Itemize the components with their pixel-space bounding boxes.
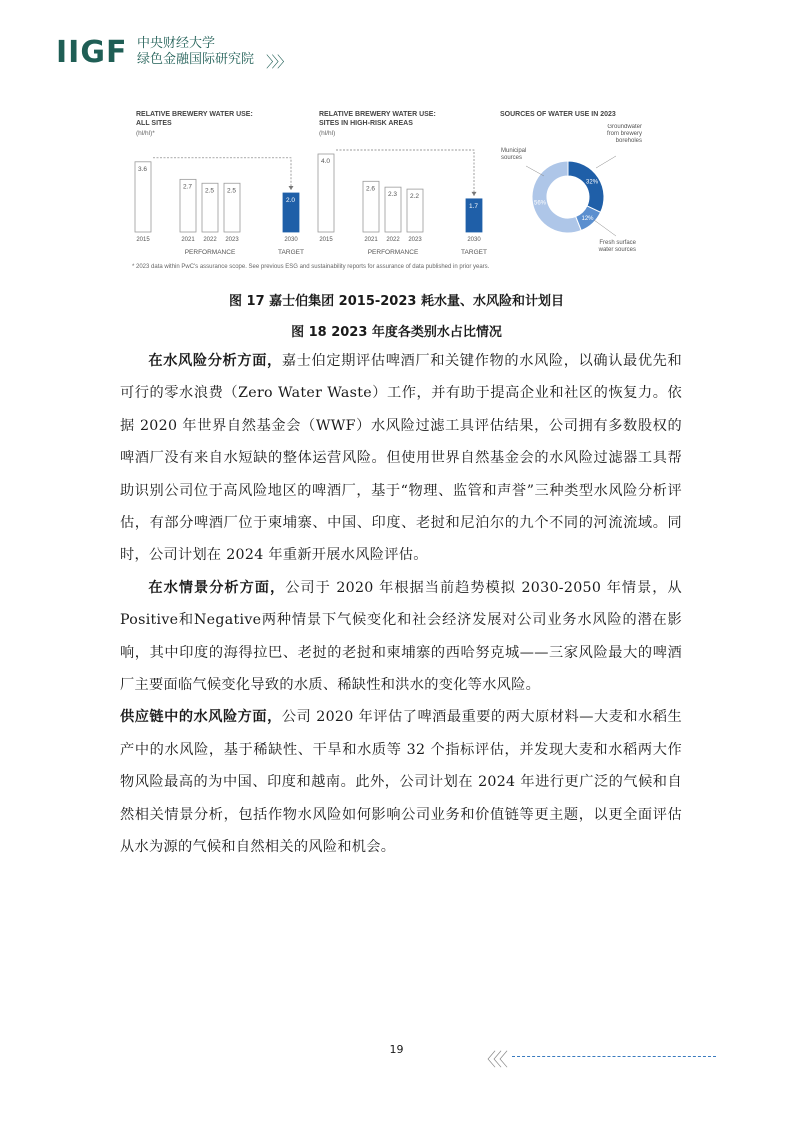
chart2-value-label-2023: 2.2 xyxy=(410,193,420,201)
chart1-title xyxy=(136,110,253,128)
chart1-value-label-2015: 3.6 xyxy=(138,165,148,173)
chart1-unit: (hl/hl)* xyxy=(136,130,155,137)
chart2-bar-2015 xyxy=(318,154,334,232)
chart2-title-line2: SITES IN HIGH-RISK AREAS xyxy=(319,120,413,127)
figure18-caption: 图 18 2023 年度各类别水占比情况 xyxy=(291,325,502,340)
chart2-value-label-2022: 2.3 xyxy=(388,191,398,199)
page-number: 19 xyxy=(389,1043,404,1056)
org-name-line1: 中央财经大学 xyxy=(137,36,216,51)
chart2-value-label-2015: 4.0 xyxy=(321,158,331,165)
figure17-caption: 图 17 嘉士伯集团 2015-2023 耗水量、水风险和计划目 xyxy=(229,294,564,309)
donut-legend-label-1-line1: Groundwater xyxy=(607,124,642,130)
water-use-figure xyxy=(132,104,644,274)
chart1-tick-label-2023: 2023 xyxy=(225,237,239,243)
chart2-unit: (hl/hl) xyxy=(319,130,336,137)
chart2-title-line1: RELATIVE BREWERY WATER USE: xyxy=(319,111,436,118)
figure-footnote: * 2023 data within PwC's assurance scope. See previous ESG and sustainability reports for assurance of data published in prior years. xyxy=(132,264,490,270)
chart2-value-label-2030: 1.7 xyxy=(469,202,479,210)
chart1-arrow-head-icon xyxy=(289,186,294,190)
chart2-group-label-performance: PERFORMANCE xyxy=(367,249,419,256)
chart3-donut-chart xyxy=(496,124,646,264)
org-name xyxy=(137,36,254,68)
chart1-group-label-target: TARGET xyxy=(278,249,304,256)
paragraph-supply-chain-text: 公司 2020 年评估了啤酒最重要的两大原材料—大麦和水稻生产中的水风险，基于稀缺性、干旱和水质等 32 个指标评估，并发现大麦和水稻两大作物风险最高的为中国、印度和越南。此外，公司计划在 2024 年进行更广泛的气候和自然相关情景分析，包括作物水风险如何影响公司业务和价值链等更主题，以更全面评估从水为源的气候和自然相关的风险和机会。 xyxy=(120,709,682,856)
body-text xyxy=(120,345,682,864)
chart2-arrow-head-icon xyxy=(472,192,477,196)
donut-legend-label-0-line2: sources xyxy=(501,155,523,161)
chart2-tick-label-2030: 2030 xyxy=(467,237,481,243)
paragraph-scenario xyxy=(120,572,682,702)
chart1-value-label-2030: 2.0 xyxy=(286,197,296,204)
chart2-tick-label-2022: 2022 xyxy=(386,237,400,243)
footer-divider xyxy=(512,1056,716,1057)
chevron-left-icon: 〈〈〈 xyxy=(478,1050,505,1071)
chart1-target-arrow xyxy=(153,158,291,190)
paragraph-scenario-text: 公司于 2020 年根据当前趋势模拟 2030-2050 年情景，从Positive和Negative两种情景下气候变化和社会经济发展对公司业务水风险的潜在影响，其中印度的海得拉巴、老挝的老挝和柬埔寨的西哈努克城——三家风险最大的啤酒厂主要面临气候变化导致的水质、稀缺性和洪水的变化等水风险。 xyxy=(120,579,682,694)
chart1-tick-label-2022: 2022 xyxy=(203,237,217,243)
donut-legend-label-2-line2: water sources xyxy=(598,247,636,253)
chart1-tick-label-2021: 2021 xyxy=(181,237,195,243)
paragraph-water-risk-lead: 在水风险分析方面， xyxy=(148,353,282,369)
chart1-group-label-performance: PERFORMANCE xyxy=(184,249,236,256)
donut-percent-label-0: 56% xyxy=(533,200,547,207)
chart2-tick-label-2015: 2015 xyxy=(319,237,333,243)
donut-leader-line-2 xyxy=(594,220,616,236)
donut-legend-label-1-line3: boreholes xyxy=(615,138,642,144)
chart1-title-line2: ALL SITES xyxy=(136,120,172,127)
chart3-title: SOURCES OF WATER USE IN 2023 xyxy=(500,111,616,118)
paragraph-water-risk xyxy=(120,345,682,572)
chart1-value-label-2023: 2.5 xyxy=(227,187,237,195)
chart2-group-label-target: TARGET xyxy=(461,249,487,256)
chart1-bar-chart xyxy=(132,140,307,258)
donut-legend-label-0-line1: Municipal xyxy=(501,148,527,154)
donut-slice-1 xyxy=(568,161,604,212)
chart1-tick-label-2030: 2030 xyxy=(284,237,298,243)
page-header xyxy=(56,34,356,74)
chart2-tick-label-2021: 2021 xyxy=(364,237,378,243)
chart1-title-line1: RELATIVE BREWERY WATER USE: xyxy=(136,111,253,118)
org-name-line2: 绿色金融国际研究院 xyxy=(137,52,255,67)
chart1-value-label-2021: 2.7 xyxy=(183,183,193,191)
chart2-title xyxy=(319,110,436,128)
paragraph-scenario-lead: 在水情景分析方面， xyxy=(148,579,286,596)
chart1-tick-label-2015: 2015 xyxy=(136,237,150,243)
chart1-value-label-2022: 2.5 xyxy=(205,187,215,195)
donut-percent-label-1: 32% xyxy=(586,179,599,186)
paragraph-supply-chain-lead: 供应链中的水风险方面， xyxy=(120,709,282,726)
donut-percent-label-2: 12% xyxy=(581,215,594,222)
donut-leader-line-0 xyxy=(526,166,544,176)
iigf-logo: IIGF xyxy=(56,35,128,70)
chart2-bar-chart xyxy=(315,140,490,258)
donut-legend-label-1-line2: from brewery xyxy=(606,131,642,137)
donut-legend-label-2-line1: Fresh surface xyxy=(599,240,636,246)
donut-leader-line-1 xyxy=(596,156,616,168)
chart2-value-label-2021: 2.6 xyxy=(366,185,376,193)
paragraph-water-risk-text: 嘉士伯定期评估啤酒厂和关键作物的水风险，以确认最优先和可行的零水浪费（Zero Water Waste）工作，并有助于提高企业和社区的恢复力。依据 2020 年世界自然基金会（WWF）水风险过滤工具评估结果，公司拥有多数股权的啤酒厂没有来自水短缺的整体运营风险。但使用世界自然基金会的水风险过滤器工具帮助识别公司位于高风险地区的啤酒厂，基于“物理、监管和声誉”三种类型水风险分析评估，有部分啤酒厂位于柬埔寨、中国、印度、老挝和尼泊尔的九个不同的河流流域。同时，公司计划在 2024 年重新开展水风险评估。 xyxy=(120,353,683,564)
chart2-tick-label-2023: 2023 xyxy=(408,237,422,243)
chevron-right-icon: 〉〉〉 xyxy=(266,53,291,71)
paragraph-supply-chain xyxy=(120,701,682,863)
